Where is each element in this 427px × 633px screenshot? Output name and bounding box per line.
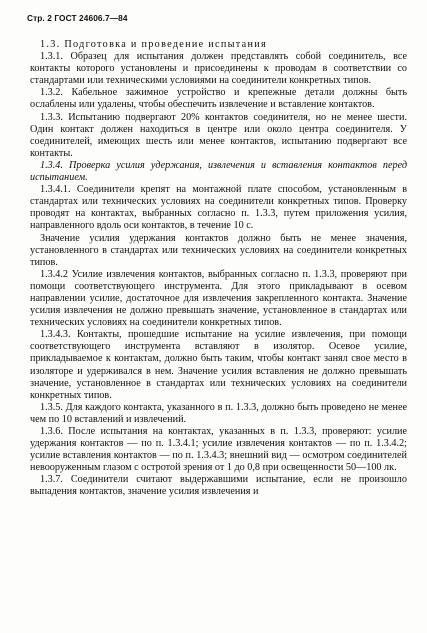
document-body — [30, 39, 407, 499]
page-header: Стр. 2 ГОСТ 24606.7—84 — [27, 13, 128, 23]
section-heading: 1.3. Подготовка и проведение испытания — [40, 39, 267, 50]
paragraph-1-3-1: 1.3.1. Образец для испытания должен представлять собой соединитель, все контакты которого установлены и присоединены к проводам в соответствии со стандартами или техническими условиями на соединители конкретных типов. — [30, 51, 407, 87]
paragraph-1-3-5: 1.3.5. Для каждого контакта, указанного в п. 1.3.3, должно быть проведено не менее чем по 10 вставлений и извлечений. — [30, 401, 407, 425]
paragraph-1-3-4-3: 1.3.4.3. Контакты, прошедшие испытание на усилие извлечения, при помощи соответствующего инструмента вставляют в изолятор. Осевое усилие, прикладываемое к контактам, должно быть таким, чтобы контакт занял свое место в изоляторе и удерживался в нем. Значение усилия вставления не должно превышать значение, установленное в стандартах или технических условиях на соединители конкретных типов. — [30, 329, 407, 401]
paragraph-1-3-2: 1.3.2. Кабельное зажимное устройство и крепежные детали должны быть ослаблены или удалены, чтобы обеспечить извлечение и вставление контактов. — [30, 87, 407, 111]
paragraph-retention-value: Значение усилия удержания контактов должно быть не менее значения, установленного в стандартах или технических условиях на соединители конкретных типов. — [30, 232, 407, 268]
paragraph-1-3-3: 1.3.3. Испытанию подвергают 20% контактов соединителя, но не менее шести. Один контакт должен находиться в центре или около центра соединителя. У соединителей, имеющих шесть или менее контактов, испытанию подвергают все контакты. — [30, 111, 407, 159]
paragraph-1-3-4-1: 1.3.4.1. Соединители крепят на монтажной плате способом, установленным в стандартах или технических условиях на соединители конкретных типов. Проверку проводят на контактах, выбранных согласно п. 1.3.3, путем приложения усилия, направленного вдоль оси контактов, в течение 10 с. — [30, 184, 407, 232]
paragraph-1-3-6: 1.3.6. После испытания на контактах, указанных в п. 1.3.3, проверяют: усилие удержания контактов — по п. 1.3.4.1; усилие извлечения контактов — по п. 1.3.4.2; усилие вставления контактов — по п. 1.3.4.3; внешний вид — осмотром соединителей невооруженным глазом с остротой зрения от 1 до 0,8 при освещенности 50—100 лк. — [30, 426, 407, 474]
paragraph-1-3-4-heading: 1.3.4. Проверка усилия удержания, извлечения и вставления контактов перед испытанием. — [30, 159, 407, 184]
paragraph-1-3-4-2: 1.3.4.2 Усилие извлечения контактов, выбранных согласно п. 1.3.3, проверяют при помощи соответствующего инструмента. Для этого прикладывают в осевом направлении усилие, достаточное для извлечения закрепленного контакта. Значение усилия извлечения не должно превышать значение, установленное в стандартах или технических условиях на соединители конкретных типов. — [30, 268, 407, 329]
paragraph-1-3-7: 1.3.7. Соединители считают выдержавшими испытание, если не произошло выпадения контактов, значение усилия извлечения и — [30, 474, 407, 498]
